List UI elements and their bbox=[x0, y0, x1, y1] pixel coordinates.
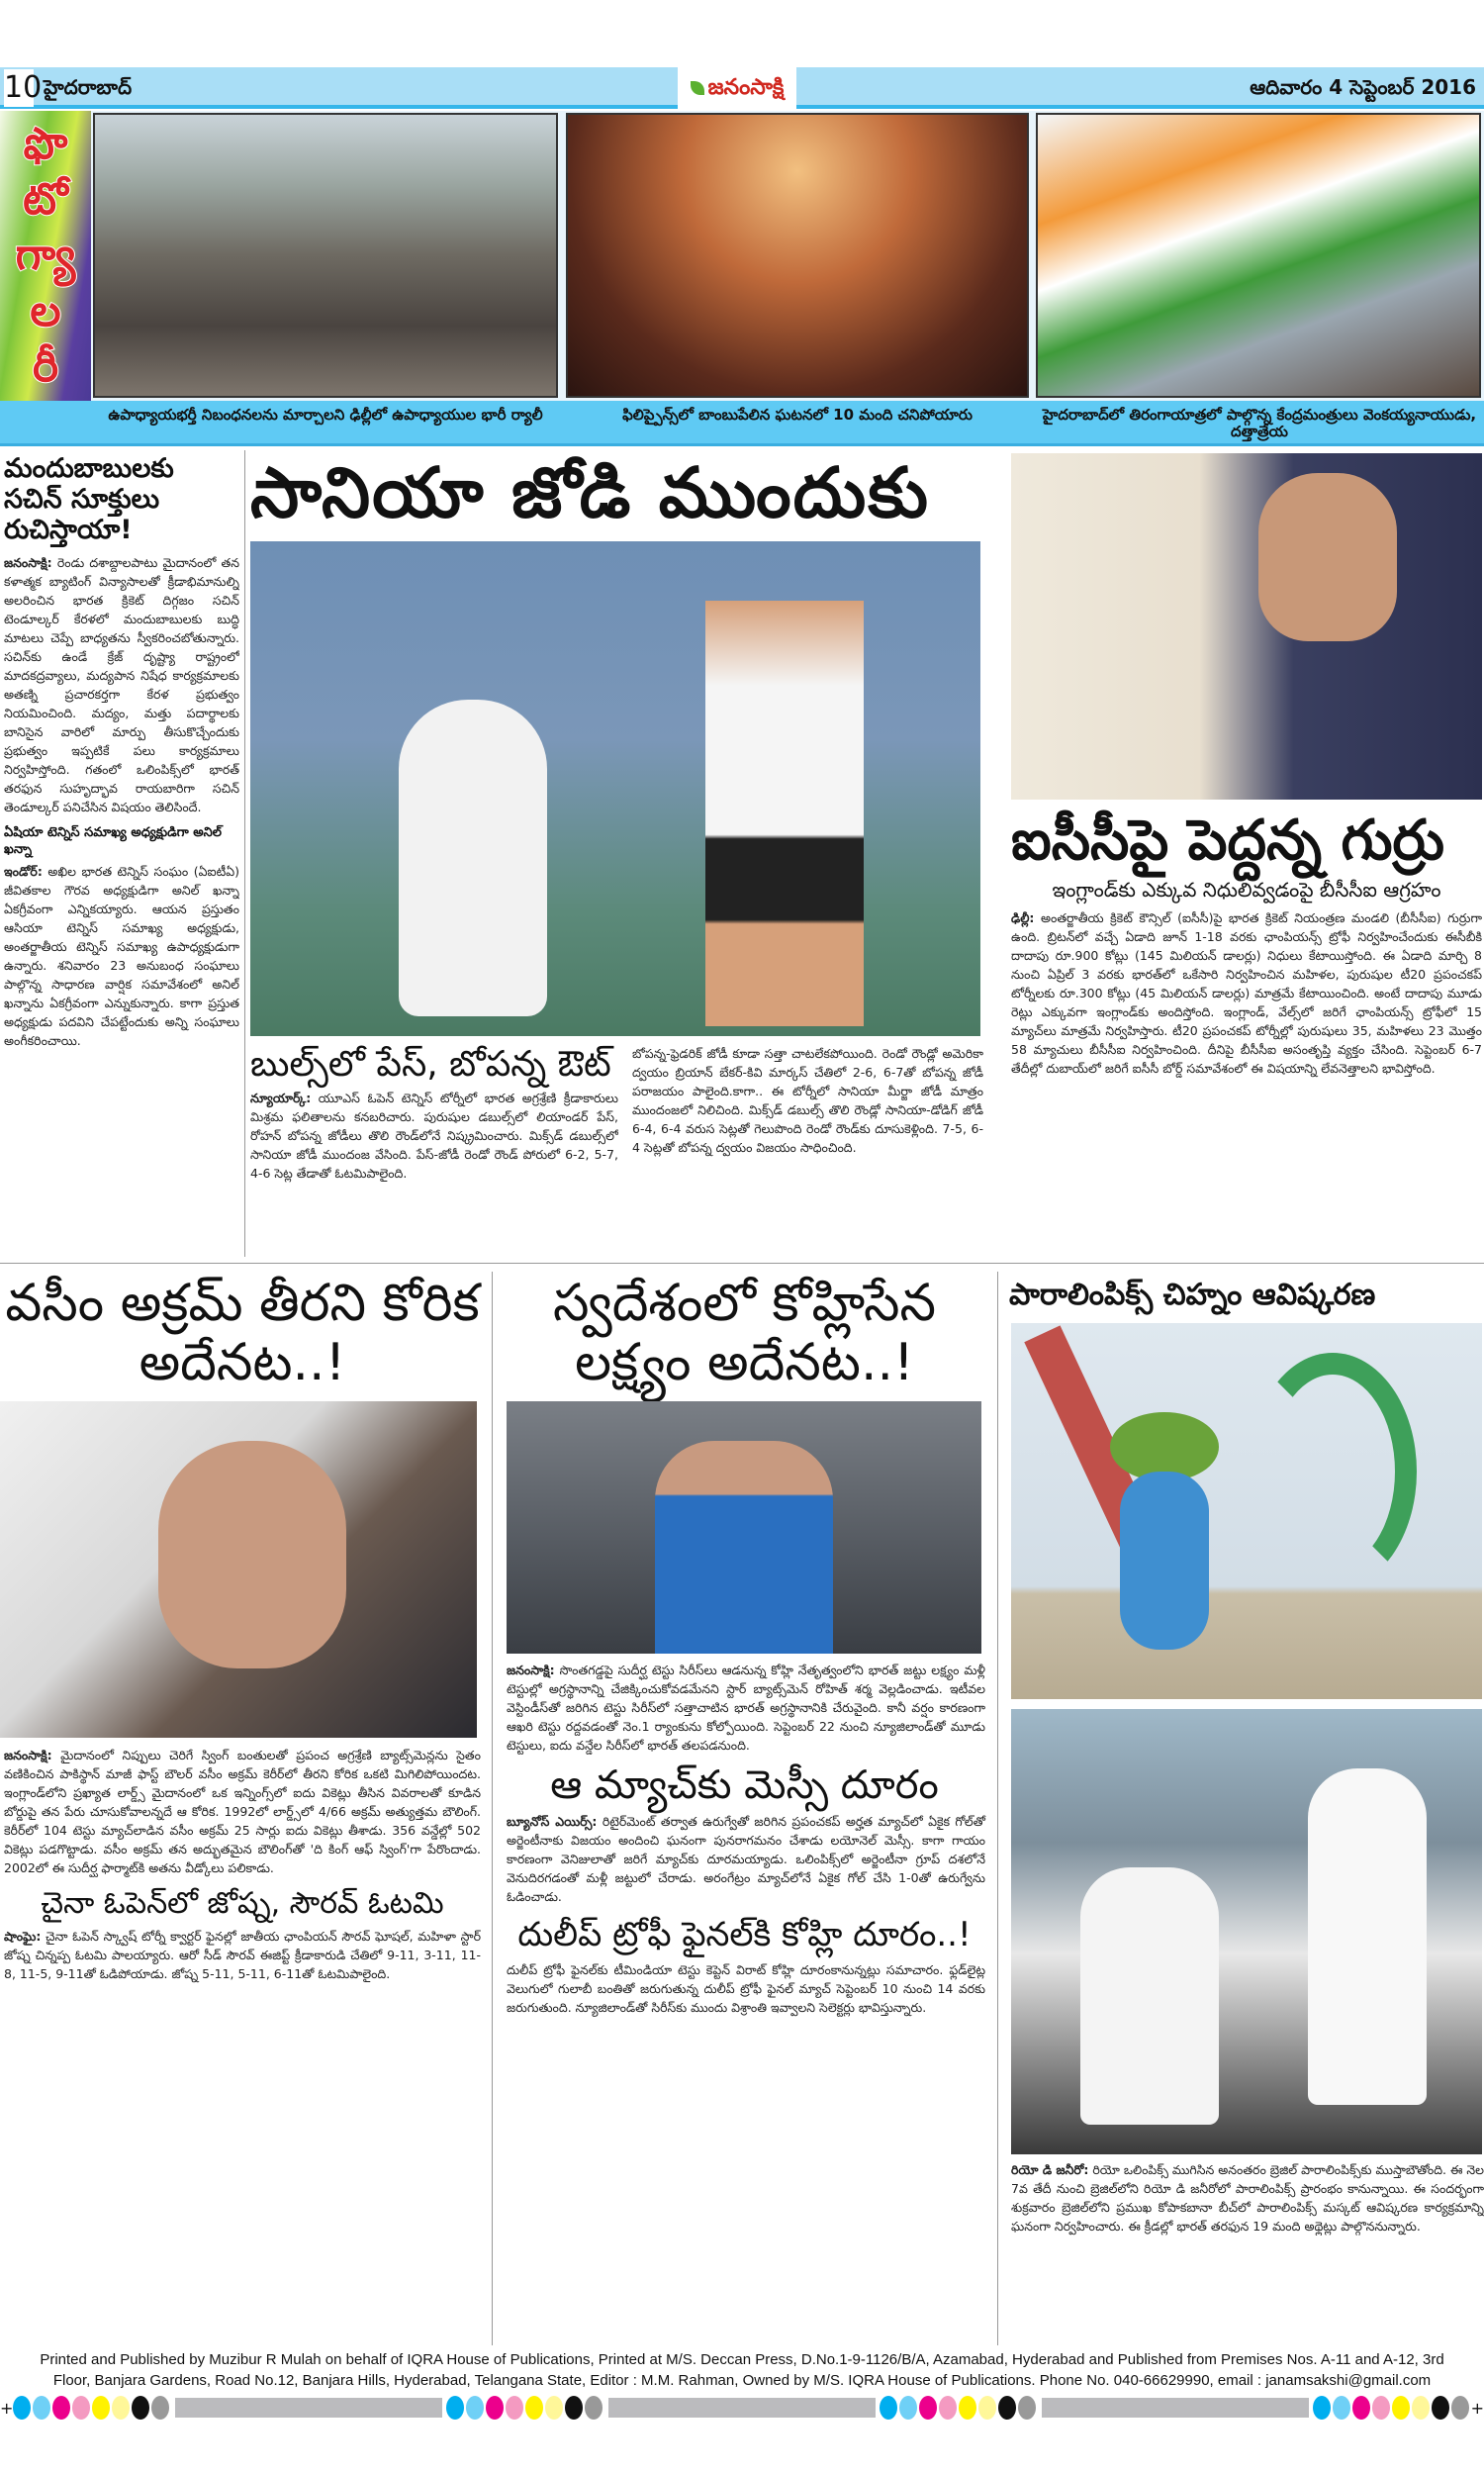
article-body: రిటైర్‌మెంట్ తర్వాత ఉరుగ్వేతో జరిగిన ప్రపంచకప్ అర్హత మ్యాచ్‌లో ఏకైక గోల్‌తో అర్జెంటీనాకు విజయం అందించి ఘనంగా పునరాగమనం చేశాడు లయోనెల్ మెస్సీ. కాగా గాయం కారణంగా వెనిజులాతో జరిగే మ్యాచ్‌కు దూరమయ్యాడు. ఒలింపిక్స్‌లో అర్జెంటీనా గ్రూప్ దశలోనే వెనుదిరగడంతో మళ్లీ జట్టులో చేరాడు. అరంగేట్రం మ్యాచ్‌లోనే ఏకైక గోల్ చేసి 1-0తో ఉరుగ్వేను ఓడించాడు. bbox=[507, 1813, 985, 1904]
dateline: జనంసాక్షి: bbox=[507, 1662, 555, 1677]
gallery-caption: హైదరాబాద్‌లో తిరంగాయాత్రలో పాల్గొన్న కేంద్రమంత్రులు వెంకయ్యనాయుడు, దత్తాత్రేయ bbox=[1042, 406, 1477, 440]
article-body: చైనా ఓపెన్ స్క్వాష్ టోర్నీ క్వార్టర్ ఫైనల్లో జాతీయ ఛాంపియన్ సౌరవ్ ఘోషల్, మహిళా స్టార్ జోష్న చిన్నప్ప ఓటమి పాలయ్యారు. ఆరో సీడ్ సౌరవ్ ఈజిప్ట్ క్రీడాకారుడి చేతిలో 9-11, 3-11, 11-8, 11-5, 9-11తో ఓడిపోయాడు. జోష్న 5-11, 5-11, 6-11తో ఓటమిపాలైంది. bbox=[4, 1929, 481, 1982]
gallery-caption: ఫిలిప్పైన్స్‌లో బాంబుపేలిన ఘటనలో 10 మంది చనిపోయారు bbox=[622, 406, 973, 424]
portrait-face bbox=[1258, 473, 1397, 641]
leaf-icon bbox=[691, 81, 704, 95]
dateline: న్యూయార్క్: bbox=[250, 1090, 312, 1105]
paralympics-column bbox=[1009, 1279, 1484, 2345]
anil-khanna-article bbox=[4, 862, 239, 1050]
masthead-logo bbox=[678, 67, 796, 109]
icc-column bbox=[1011, 453, 1482, 1259]
column-divider bbox=[997, 1272, 998, 2345]
registration-mark: + bbox=[1470, 2398, 1484, 2418]
dateline: జనంసాక్షి: bbox=[4, 555, 52, 571]
icc-subhead: ఇంగ్లాండ్‌కు ఎక్కువ నిధులివ్వడంపై బీసీసీఐ ఆగ్రహం bbox=[1052, 878, 1441, 903]
photo-philippines-blast bbox=[566, 113, 1029, 398]
duleep-trophy-article: దులీప్ ట్రోఫీ ఫైనల్‌కు టీమిండియా టెస్టు కెప్టెన్ విరాట్ కోహ్లి దూరంకానున్నట్లు సమాచారం. ఫ్లడ్‌లైట్ల వెలుగులో గులాబీ బంతితో జరుగుతున్న దులీప్ ట్రోఫీ ఫైనల్ మ్యాచ్ సెప్టెంబర్ 10 నుంచి 14 వరకు జరుగుతుంది. న్యూజిలాండ్‌తో సిరీస్‌కు ముందు విశ్రాంతి ఇవ్వాలని సెలెక్టర్లు భావిస్తున్నారు. bbox=[507, 1961, 985, 2015]
registration-mark: + bbox=[0, 2398, 14, 2418]
dateline: బ్యూనోస్ ఎయిర్స్: bbox=[507, 1813, 598, 1829]
gallery-caption-band bbox=[0, 401, 1484, 446]
person-figure bbox=[1308, 1768, 1427, 2105]
dateline: జనంసాక్షి: bbox=[4, 1747, 52, 1762]
imprint-text: Floor, Banjara Gardens, Road No.12, Banjara Hills, Hyderabad, Telangana State, Editor : M.M. Rahman, Owned by M/S. IQRA House of Publications. Phone No. 040-66629990, email : janamsakshi@gmail.com bbox=[52, 2372, 1432, 2389]
page-header bbox=[0, 67, 1484, 109]
icc-headline: ఐసీసీపై పెద్దన్న గుర్రు bbox=[1011, 809, 1445, 873]
footer bbox=[0, 2349, 1484, 2421]
sania-text-columns bbox=[250, 1044, 987, 1183]
sachin-headline: మందుబాబులకు సచిన్ సూక్తులు రుచిస్తాయా! bbox=[4, 453, 174, 546]
photo-paralympics-mascot bbox=[1011, 1323, 1482, 1699]
anil-khanna-subhead: ఏషియా టెన్నిస్ సమాఖ్య అధ్యక్షుడిగా అనిల్ ఖన్నా bbox=[4, 825, 222, 858]
sania-column bbox=[250, 453, 987, 1259]
photo-paralympics-ceremony bbox=[1011, 1709, 1482, 2154]
column-divider bbox=[244, 450, 245, 1257]
photo-sania-dodig bbox=[250, 541, 980, 1036]
player-figure bbox=[655, 1441, 833, 1654]
dateline: షాంఘై: bbox=[4, 1929, 42, 1945]
sachin-column bbox=[4, 453, 239, 1259]
dateline: ఇండోర్: bbox=[4, 864, 43, 880]
sania-text-col1 bbox=[250, 1044, 618, 1183]
gallery-caption: ఉపాధ్యాయభర్తీ నిబంధనలను మార్చాలని ఢిల్లీలో ఉపాధ్యాయుల భారీ ర్యాలీ bbox=[108, 406, 543, 424]
gallery-label-char: ఫొ bbox=[23, 119, 68, 170]
gallery-label-char: గ్యా bbox=[15, 230, 76, 281]
kohli-column bbox=[500, 1275, 989, 2345]
kohli-headline: స్వదేశంలో కోహ్లిసేన లక్ష్యం అదేనట..! bbox=[552, 1275, 937, 1392]
player-figure bbox=[399, 700, 547, 1016]
paralympics-headline: పారాలింపిక్స్ చిహ్నం ఆవిష్కరణ bbox=[1009, 1279, 1376, 1312]
issue-date: ఆదివారం 4 సెప్టెంబర్ 2016 bbox=[1250, 75, 1476, 99]
section-divider bbox=[0, 1263, 1484, 1264]
sania-article-col2: బోపన్న-ఫ్రెడరిక్ జోడీ కూడా సత్తా చాటలేకపోయింది. రెండో రౌండ్లో అమెరికా ద్వయం బ్రియాన్ బేకర్-కివి మార్కస్ చేతిలో 2-6, 6-7తో బోపన్న జోడీ పరాజయం పాలైంది.కాగా.. ఈ టోర్నీలో సానియా మీర్జా జోడీ మాత్రం ముందంజలో నిలిచింది. మిక్స్‌డ్ డబుల్స్ తొలి రౌండ్లో సానియా-డోడిగ్ జోడీ 6-4, 6-4 వరుస సెట్లతో గెలుపొంది రెండో రౌండ్‌కు దూసుకెళ్లింది. 7-5, 6-4 సెట్లతో బోపన్న ద్వయం విజయం సాధించింది. bbox=[632, 1045, 983, 1155]
wasim-article bbox=[0, 1746, 485, 1877]
column-divider bbox=[492, 1272, 493, 2345]
logo-sculpture bbox=[1249, 1353, 1417, 1590]
sania-article-col1 bbox=[250, 1089, 618, 1183]
gallery-label-char: టో bbox=[23, 174, 68, 226]
article-body: మైదానంలో నిప్పులు చెరిగే స్వింగ్ బంతులతో ప్రపంచ అగ్రశ్రేణి బ్యాట్స్‌మెన్లను సైతం వణికించిన పాకిస్థాన్ మాజీ ఫాస్ట్ బౌలర్ వసీం అక్రమ్ కెరీర్‌లో తీరని కోరిక ఒకటి మిగిలిపోయిందట. ఇంగ్లాండ్‌లోని ప్రఖ్యాత లార్డ్స్ మైదానంలో ఒక ఇన్నింగ్స్‌లో ఐదు వికెట్లు తీసిన వివరాలతో కూడిన బోర్డుపై తన పేరు చూసుకోవాలన్నదే ఆ కోరిక. 1992లో లార్డ్స్‌లో 4/66 అక్రమ్ అత్యుత్తమ బౌలింగ్. కెరీర్‌లో 104 టెస్టు మ్యాచ్‌లాడిన వసీం అక్రమ్ 25 సార్లు ఐదు వికెట్లు తీశాడు. 356 వన్డేల్లో 502 వికెట్లు పడగొట్టాడు. వసీం అక్రమ్ తన అద్భుతమైన బౌలింగ్‌తో 'ది కింగ్ ఆఫ్ స్వింగ్'గా పేరొందాడు. 2002లో ఈ సుదీర్ఘ ఫార్మాట్‌కి అతను వీడ్కోలు పలికాడు. bbox=[4, 1747, 481, 1875]
dateline: రియో డి జనీరో: bbox=[1011, 2161, 1089, 2177]
player-figure bbox=[705, 601, 864, 1026]
imprint-text: Printed and Published by Muzibur R Mulah on behalf of IQRA House of Publications, Printed at M/S. Deccan Press, D.No.1-9-1126/B/A, Azamabad, Hyderabad and Published from Premises Nos. A-11 and A-12, 3rd bbox=[40, 2351, 1444, 2368]
color-registration-bar bbox=[0, 2395, 1484, 2421]
china-open-article bbox=[0, 1927, 485, 1983]
mascot-body bbox=[1120, 1472, 1209, 1650]
sachin-article bbox=[4, 553, 239, 816]
person-figure bbox=[1080, 1867, 1219, 2125]
dateline: ఢిల్లీ: bbox=[1011, 910, 1035, 926]
photo-gallery-label bbox=[0, 111, 91, 401]
sania-headline: సానియా జోడి ముందుకు bbox=[250, 453, 930, 533]
gallery-label-char: రీ bbox=[32, 340, 59, 392]
photo-wasim-akram bbox=[0, 1401, 477, 1738]
portrait-face bbox=[158, 1441, 346, 1668]
messi-article bbox=[500, 1812, 989, 1906]
gallery-label-char: ల bbox=[30, 285, 61, 336]
china-open-headline: చైనా ఓపెన్‌లో జోష్న, సౌరవ్ ఓటమి bbox=[41, 1885, 444, 1921]
pace-bopanna-subhead: బుల్స్‌లో పేస్, బోపన్న ఔట్ bbox=[250, 1043, 611, 1085]
icc-article bbox=[1011, 908, 1482, 1078]
article-body: అఖిల భారత టెన్నిస్ సంఘం (ఏఐటీఏ) జీవితకాల గౌరవ అధ్యక్షుడిగా అనిల్ ఖన్నా ఏకగ్రీవంగా ఎన్నికయ్యారు. ఆయన ప్రస్తుతం ఆసియా టెన్నిస్ సమాఖ్య అధ్యక్షుడు, అంతర్జాతీయ టెన్నిస్ సమాఖ్య ఉపాధ్యక్షుడుగా ఉన్నారు. శనివారం 23 అనుబంధ సంఘాలు పాల్గొన్న సాధారణ వార్షిక సమావేశంలో అనిల్ ఖన్నాను ఏకగ్రీవంగా ఎన్నుకున్నారు. కాగా ప్రస్తుత అధ్యక్షుడు పదవిని చేపట్టేందుకు అన్ని సంఘాలు అంగీకరించాయి. bbox=[4, 864, 239, 1049]
imprint-line bbox=[0, 2349, 1484, 2391]
logo-text: జనంసాక్షి bbox=[707, 75, 785, 100]
article-body: రియో ఒలింపిక్స్ ముగిసిన అనంతరం బ్రెజిల్ పారాలింపిక్స్‌కు ముస్తాబౌతోంది. ఈ నెల 7వ తేదీ నుంచి బ్రెజిల్‌లోని రియో డి జనీరోలో పారాలింపిక్స్ ప్రారంభం కానున్నాయి. ఈ సందర్భంగా శుక్రవారం బ్రెజిల్‌లోని ప్రముఖ కోపాకబానా బీచ్‌లో పారాలింపిక్స్ మస్కట్ ఆవిష్కరణ కార్యక్రమాన్ని ఘనంగా నిర్వహించారు. ఈ క్రీడల్లో భారత్ తరఫున 19 మంది అథ్లెట్లు పాల్గొననున్నారు. bbox=[1011, 2161, 1484, 2234]
photo-anurag-thakur bbox=[1011, 453, 1482, 800]
photo-virat-kohli bbox=[507, 1401, 981, 1654]
article-body: యూఎస్ ఓపెన్ టెన్నిస్ టోర్నీలో భారత అగ్రశ్రేణి క్రీడాకారులు మిశ్రమ ఫలితాలను కనబరిచారు. పురుషుల డబుల్స్‌లో లియాండర్ పేస్, రోహన్ బోపన్న జోడీలు తొలి రౌండ్‌లోనే నిష్క్రమించారు. మిక్స్‌డ్ డబుల్స్‌లో సానియా జోడీ ముందంజ వేసింది. పేస్-జోడీ రెండో రౌండ్ పోరులో 6-2, 5-7, 4-6 సెట్ల తేడాతో ఓటమిపాలైంది. bbox=[250, 1090, 618, 1181]
page-number: 10 bbox=[4, 70, 43, 105]
edition-city: హైదరాబాద్ bbox=[44, 75, 133, 99]
messi-headline: ఆ మ్యాచ్‌కు మెస్సీ దూరం bbox=[550, 1761, 939, 1808]
article-body: సొంతగడ్డపై సుదీర్ఘ టెస్టు సిరీస్‌లు ఆడనున్న కోహ్లి నేతృత్వంలోని భారత్ జట్టు లక్ష్యం మళ్లీ టెస్టుల్లో అగ్రస్థానాన్ని చేజిక్కించుకోవడమేనని స్టార్ బ్యాట్స్‌మెన్ రోహిత్ శర్మ వెల్లడించాడు. ఇటీవల వెస్టిండీస్‌తో జరిగిన టెస్టు సిరీస్‌లో సత్తాచాటిన భారత్ అగ్రస్థానానికి చేరువైంది. కానీ వర్షం కారణంగా ఆఖరి టెస్టు రద్దవడంతో నెం.1 ర్యాంకును కోల్పోయింది. సెప్టెంబర్ 22 నుంచి న్యూజిలాండ్‌తో మూడు టెస్టులు, ఐదు వన్డేల సిరీస్‌లో భారత్ తలపడనుంది. bbox=[507, 1662, 985, 1753]
kohli-article bbox=[500, 1661, 989, 1755]
photo-tiranga-yatra bbox=[1036, 113, 1481, 398]
photo-teachers-rally bbox=[93, 113, 558, 398]
article-body: అంతర్జాతీయ క్రికెట్ కౌన్సిల్ (ఐసీసీ)పై భారత క్రికెట్ నియంత్రణ మండలి (బీసీసీఐ) గుర్రుగా ఉంది. బ్రిటన్‌లో వచ్చే ఏడాది జూన్ 1-18 వరకు ఛాంపియన్స్ ట్రోఫీ నిర్వహించేందుకు ఈసీబీకి దాదాపు రూ.900 కోట్లు (145 మిలియన్ డాలర్లు) నిధులు కేటాయిస్తోంది. ఈ ఏడాది మార్చి 8 నుంచి ఏప్రిల్ 3 వరకు భారత్‌లో ఒకేసారి నిర్వహించిన మహిళల, పురుషుల టీ20 ప్రపంచకప్ టోర్నీలకు రూ.300 కోట్లు (45 మిలియన్ డాలర్లు) మాత్రమే కేటాయించింది. అంటే దాదాపు మూడు రెట్లు ఎక్కువగా ఇంగ్లాండ్‌కు అందిస్తోంది. ఇంగ్లాండ్, వేల్స్‌లో జరిగే ఛాంపియన్స్ ట్రోఫీలో 15 మ్యాచ్‌లు మాత్రమే నిర్వహిస్తారు. టీ20 ప్రపంచకప్ టోర్నీల్లో పురుషులు 35, మహిళలు 23 మొత్తం 58 మ్యాచులు బీసీసీఐ నిర్వహించింది. దీనిపై బీసీసీఐ అసంతృప్తి వ్యక్తం చేసింది. సెప్టెంబర్ 6-7 తేదీల్లో దుబాయ్‌లో జరిగే ఐసీసీ బోర్డ్ సమావేశంలో ఈ విషయాన్ని లేవనెత్తాలని భావిస్తోంది. bbox=[1011, 910, 1482, 1077]
article-body: రెండు దశాబ్దాలపాటు మైదానంలో తన కళాత్మక బ్యాటింగ్ విన్యాసాలతో క్రీడాభిమానుల్ని అలరించిన భారత క్రికెట్ దిగ్గజం సచిన్ టెండూల్కర్ కేరళలో మందుబాబులకు బుద్ధి మాటలు చెప్పే బాధ్యతను స్వీకరించబోతున్నారు. సచిన్‌కు ఉండే క్రేజ్ దృష్ట్యా రాష్ట్రంలో మాదకద్రవ్యాలు, మద్యపాన నిషేధ కార్యక్రమాలకు అతణ్ని ప్రచారకర్తగా కేరళ ప్రభుత్వం నియమించింది. మద్యం, మత్తు పదార్థాలకు బానిసైన వారిలో మార్పు తీసుకొచ్చేందుకు ప్రభుత్వం ఇప్పటికే పలు కార్యక్రమాలు నిర్వహిస్తోంది. గతంలో ఒలింపిక్స్‌లో భారత్ తరఫున సుహృద్భావ రాయబారిగా సచిన్ తెండూల్కర్ పనిచేసిన విషయం తెలిసిందే. bbox=[4, 555, 239, 815]
duleep-trophy-headline: దులీప్ ట్రోఫీ ఫైనల్‌కి కోహ్లి దూరం..! bbox=[517, 1914, 972, 1954]
wasim-column bbox=[0, 1275, 485, 2345]
paralympics-article bbox=[1009, 2160, 1484, 2236]
wasim-headline: వసీం అక్రమ్ తీరని కోరిక అదేనట..! bbox=[5, 1275, 480, 1392]
